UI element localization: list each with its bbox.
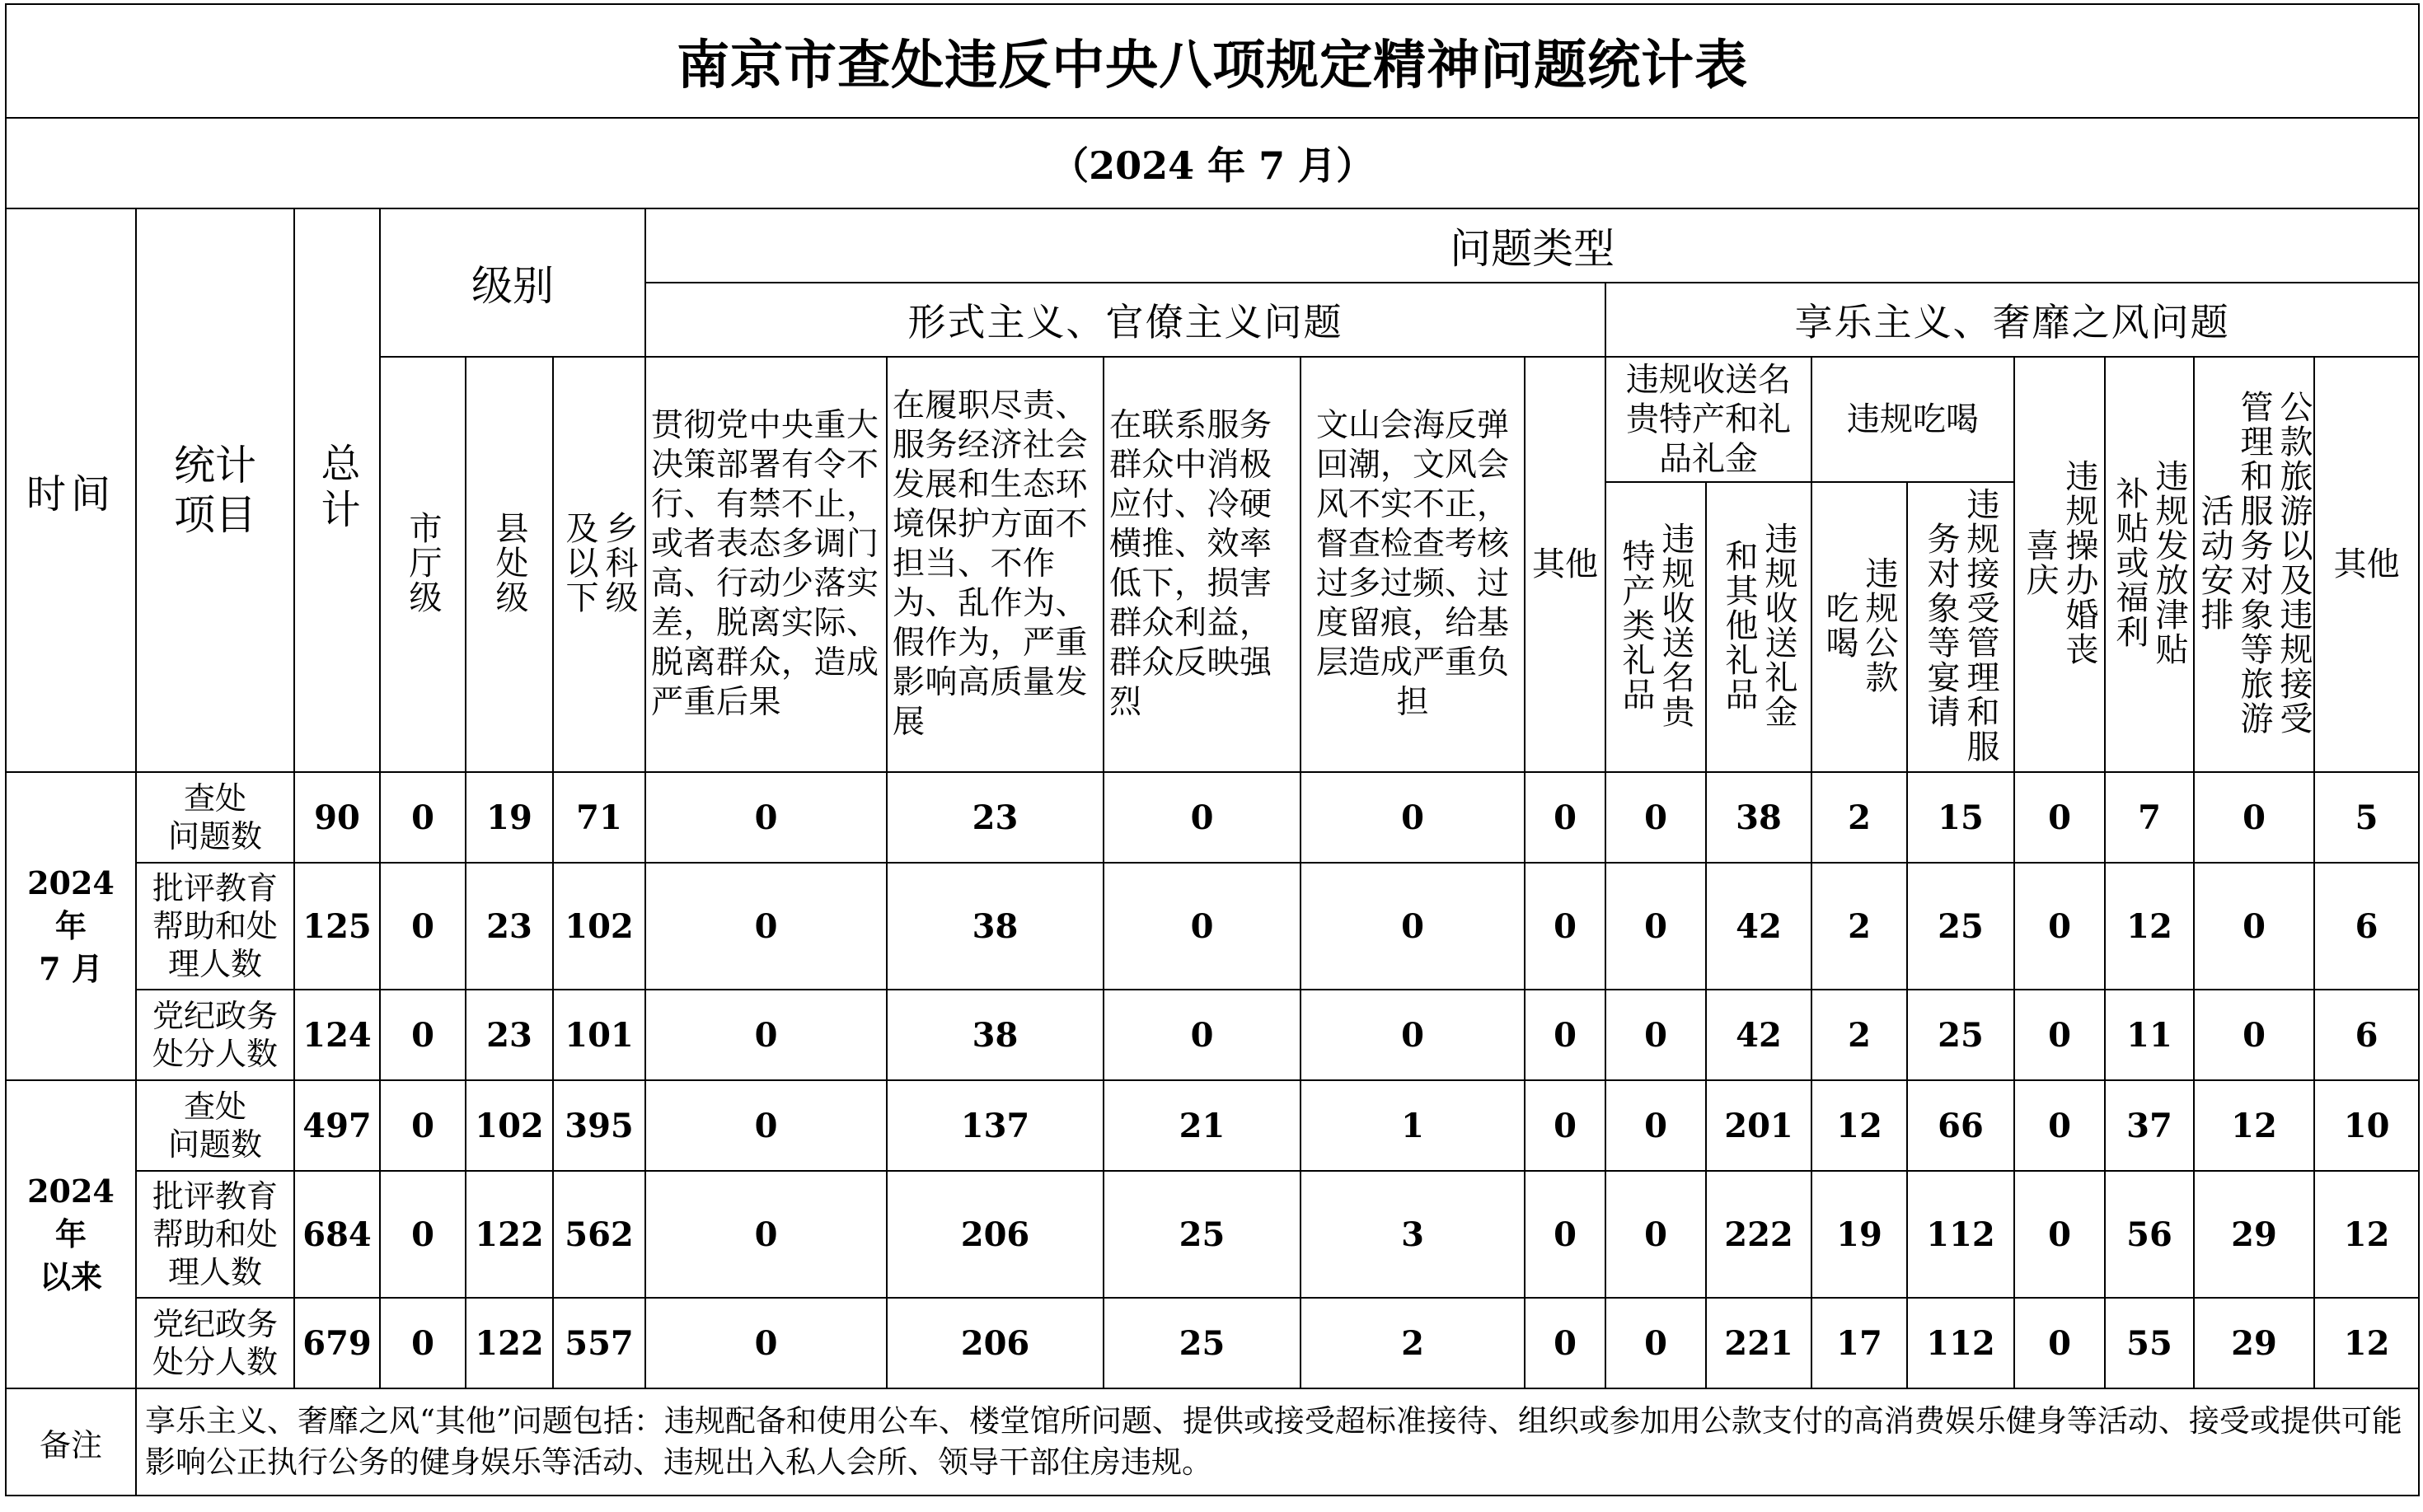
table-row [6, 1298, 2419, 1388]
period-label-text: 2024 年 以来 [27, 1173, 115, 1295]
value-cell: 2 [1301, 1298, 1525, 1388]
value-cell: 1 [1301, 1080, 1525, 1171]
value-cell: 679 [294, 1298, 380, 1388]
note-text: 享乐主义、奢靡之风“其他”问题包括：违规配备和使用公车、楼堂馆所问题、提供或接受超标准接待、组织或参加用公款支付的高消费娱乐健身等活动、接受或提供可能影响公正执行公务的健身娱乐等活动、违规出入私人会所、领导干部住房违规。 [136, 1388, 2419, 1496]
header-total-label: 总计 [314, 442, 360, 535]
period-label-text: 2024 年 7 月 [27, 864, 115, 987]
header-meal1-label: 违规公款吃喝 [1821, 556, 1898, 695]
header-gift-group: 违规收送名贵特产和礼品礼金 [1605, 357, 1811, 482]
value-cell: 0 [1605, 772, 1706, 863]
value-cell: 7 [2105, 772, 2194, 863]
period-label [6, 1080, 136, 1388]
value-cell: 0 [645, 772, 887, 863]
value-cell: 15 [1907, 772, 2014, 863]
header-f2: 在履职尽责、服务经济社会发展和生态环境保护方面不担当、不作为、乱作为、假作为，严重影响高质量发展 [887, 357, 1104, 772]
row-label-text: 查处 问题数 [167, 780, 262, 854]
row-label [136, 863, 294, 990]
value-cell: 0 [1301, 772, 1525, 863]
value-cell: 38 [887, 990, 1104, 1080]
value-cell: 6 [2314, 990, 2419, 1080]
header-subsidy-label: 违规发放津贴补贴或福利 [2111, 459, 2188, 667]
header-travel [2194, 357, 2314, 772]
value-cell: 0 [380, 772, 466, 863]
value-cell: 0 [1605, 990, 1706, 1080]
value-cell: 0 [1104, 863, 1301, 990]
header-gift1 [1605, 482, 1706, 772]
value-cell: 25 [1907, 990, 2014, 1080]
row-label [136, 772, 294, 863]
value-cell: 66 [1907, 1080, 2014, 1171]
header-wedding-label: 违规操办婚丧喜庆 [2021, 459, 2098, 667]
header-f3: 在联系服务群众中消极应付、冷硬横推、效率低下，损害群众利益，群众反映强烈 [1104, 357, 1301, 772]
value-cell: 201 [1706, 1080, 1811, 1171]
value-cell: 0 [2014, 1298, 2105, 1388]
value-cell: 0 [380, 863, 466, 990]
header-f-other: 其他 [1525, 357, 1605, 772]
value-cell: 0 [1605, 863, 1706, 990]
value-cell: 25 [1104, 1298, 1301, 1388]
value-cell: 0 [2014, 1171, 2105, 1298]
value-cell: 0 [2194, 990, 2314, 1080]
table-row [6, 1080, 2419, 1171]
value-cell: 0 [2014, 772, 2105, 863]
value-cell: 0 [1525, 772, 1605, 863]
value-cell: 12 [2194, 1080, 2314, 1171]
value-cell: 12 [2105, 863, 2194, 990]
value-cell: 12 [2314, 1171, 2419, 1298]
value-cell: 0 [380, 990, 466, 1080]
header-level-town [553, 357, 645, 772]
table-row [6, 1171, 2419, 1298]
value-cell: 0 [2014, 990, 2105, 1080]
value-cell: 25 [1104, 1171, 1301, 1298]
value-cell: 0 [1525, 990, 1605, 1080]
value-cell: 23 [887, 772, 1104, 863]
row-label-text: 批评教育 帮助和处 理人数 [152, 1178, 278, 1290]
value-cell: 0 [2014, 863, 2105, 990]
value-cell: 0 [645, 1080, 887, 1171]
header-level-town-label: 乡科级及以下 [560, 511, 638, 615]
value-cell: 124 [294, 990, 380, 1080]
header-f4: 文山会海反弹回潮，文风会风不实不正，督查检查考核过多过频、过度留痕，给基层造成严重负担 [1301, 357, 1525, 772]
value-cell: 0 [1525, 1298, 1605, 1388]
table-row [6, 863, 2419, 990]
header-hedonism: 享乐主义、奢靡之风问题 [1605, 283, 2419, 357]
value-cell: 0 [1525, 1080, 1605, 1171]
header-time: 时间 [6, 208, 136, 772]
row-label-text: 党纪政务 处分人数 [152, 998, 278, 1072]
value-cell: 71 [553, 772, 645, 863]
value-cell: 23 [466, 990, 553, 1080]
header-meal2-label: 违规接受管理和服务对象等宴请 [1922, 487, 1999, 764]
header-meal2 [1907, 482, 2014, 772]
value-cell: 221 [1706, 1298, 1811, 1388]
header-problem-type: 问题类型 [645, 208, 2419, 283]
header-meal1 [1811, 482, 1907, 772]
value-cell: 0 [1301, 990, 1525, 1080]
value-cell: 0 [645, 863, 887, 990]
value-cell: 0 [1525, 863, 1605, 990]
value-cell: 0 [380, 1080, 466, 1171]
header-level-city-label: 市厅级 [404, 511, 442, 615]
value-cell: 562 [553, 1171, 645, 1298]
header-total [294, 208, 380, 772]
value-cell: 0 [645, 1298, 887, 1388]
value-cell: 102 [466, 1080, 553, 1171]
value-cell: 0 [645, 990, 887, 1080]
value-cell: 0 [1104, 990, 1301, 1080]
row-label-text: 党纪政务 处分人数 [152, 1306, 278, 1380]
header-item: 统计项目 [136, 208, 294, 772]
value-cell: 0 [1301, 863, 1525, 990]
row-label [136, 990, 294, 1080]
value-cell: 5 [2314, 772, 2419, 863]
value-cell: 2 [1811, 772, 1907, 863]
value-cell: 12 [2314, 1298, 2419, 1388]
note-row [6, 1388, 2419, 1496]
value-cell: 3 [1301, 1171, 1525, 1298]
value-cell: 125 [294, 863, 380, 990]
value-cell: 206 [887, 1298, 1104, 1388]
value-cell: 21 [1104, 1080, 1301, 1171]
page-subtitle: （2024 年 7 月） [6, 118, 2419, 208]
period-label [6, 772, 136, 1080]
value-cell: 23 [466, 863, 553, 990]
value-cell: 137 [887, 1080, 1104, 1171]
value-cell: 17 [1811, 1298, 1907, 1388]
header-subsidy [2105, 357, 2194, 772]
value-cell: 0 [1104, 772, 1301, 863]
value-cell: 112 [1907, 1171, 2014, 1298]
value-cell: 19 [466, 772, 553, 863]
value-cell: 2 [1811, 990, 1907, 1080]
value-cell: 395 [553, 1080, 645, 1171]
statistics-table [5, 3, 2420, 1496]
value-cell: 38 [887, 863, 1104, 990]
header-h-other: 其他 [2314, 357, 2419, 772]
table-row [6, 990, 2419, 1080]
value-cell: 557 [553, 1298, 645, 1388]
row-label [136, 1080, 294, 1171]
value-cell: 684 [294, 1171, 380, 1298]
value-cell: 102 [553, 863, 645, 990]
row-label-text: 查处 问题数 [167, 1088, 262, 1163]
value-cell: 12 [1811, 1080, 1907, 1171]
value-cell: 0 [1605, 1171, 1706, 1298]
row-label [136, 1298, 294, 1388]
value-cell: 37 [2105, 1080, 2194, 1171]
row-label-text: 批评教育 帮助和处 理人数 [152, 870, 278, 982]
page-title: 南京市查处违反中央八项规定精神问题统计表 [6, 4, 2419, 118]
header-gift2-label: 违规收送礼金和其他礼品 [1720, 522, 1797, 729]
value-cell: 0 [380, 1298, 466, 1388]
value-cell: 42 [1706, 863, 1811, 990]
note-label: 备注 [6, 1388, 136, 1496]
row-label [136, 1171, 294, 1298]
table-row [6, 772, 2419, 863]
value-cell: 122 [466, 1171, 553, 1298]
value-cell: 497 [294, 1080, 380, 1171]
value-cell: 55 [2105, 1298, 2194, 1388]
header-level: 级别 [380, 208, 645, 357]
value-cell: 101 [553, 990, 645, 1080]
value-cell: 25 [1907, 863, 2014, 990]
header-formalism: 形式主义、官僚主义问题 [645, 283, 1605, 357]
header-travel-label: 公款旅游以及违规接受管理和服务对象等旅游活动安排 [2196, 390, 2313, 736]
value-cell: 42 [1706, 990, 1811, 1080]
header-meal-group: 违规吃喝 [1811, 357, 2014, 482]
value-cell: 0 [1605, 1080, 1706, 1171]
value-cell: 0 [2194, 863, 2314, 990]
value-cell: 6 [2314, 863, 2419, 990]
header-level-city [380, 357, 466, 772]
value-cell: 2 [1811, 863, 1907, 990]
value-cell: 19 [1811, 1171, 1907, 1298]
header-level-county [466, 357, 553, 772]
value-cell: 0 [1605, 1298, 1706, 1388]
value-cell: 222 [1706, 1171, 1811, 1298]
value-cell: 0 [2194, 772, 2314, 863]
header-wedding [2014, 357, 2105, 772]
value-cell: 29 [2194, 1298, 2314, 1388]
value-cell: 10 [2314, 1080, 2419, 1171]
value-cell: 0 [1525, 1171, 1605, 1298]
value-cell: 29 [2194, 1171, 2314, 1298]
value-cell: 206 [887, 1171, 1104, 1298]
value-cell: 0 [2014, 1080, 2105, 1171]
header-level-county-label: 县处级 [490, 511, 528, 615]
value-cell: 122 [466, 1298, 553, 1388]
header-gift2 [1706, 482, 1811, 772]
value-cell: 90 [294, 772, 380, 863]
value-cell: 0 [380, 1171, 466, 1298]
value-cell: 112 [1907, 1298, 2014, 1388]
value-cell: 11 [2105, 990, 2194, 1080]
header-f1: 贯彻党中央重大决策部署有令不行、有禁不止，或者表态多调门高、行动少落实差，脱离实际、脱离群众，造成严重后果 [645, 357, 887, 772]
value-cell: 38 [1706, 772, 1811, 863]
value-cell: 0 [645, 1171, 887, 1298]
header-gift1-label: 违规收送名贵特产类礼品 [1617, 522, 1694, 729]
value-cell: 56 [2105, 1171, 2194, 1298]
